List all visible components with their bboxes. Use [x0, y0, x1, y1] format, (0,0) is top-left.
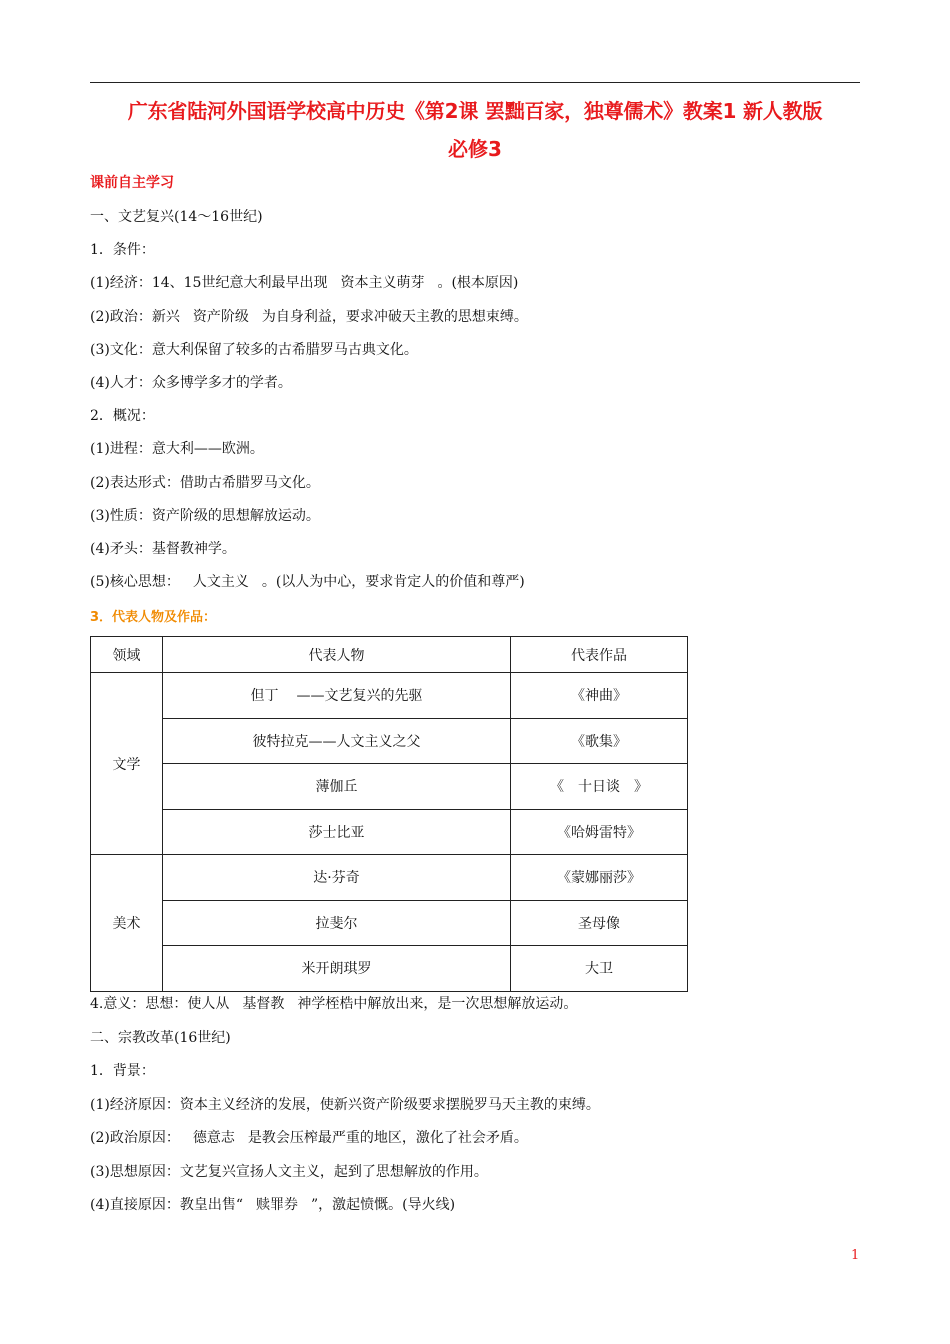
table-row — [91, 764, 688, 810]
text-line — [90, 1195, 455, 1215]
table-person-cell — [163, 718, 511, 764]
table-work-cell: 大卫 — [511, 946, 688, 992]
person-text: 薄伽丘 — [315, 779, 358, 796]
table-row — [91, 809, 688, 855]
text-line — [90, 439, 264, 459]
person-text: 米开朗琪罗 — [301, 961, 372, 978]
line-text-continued: 。(以人为中心，要求肯定人的价值和尊严) — [261, 574, 525, 591]
header-field: 领域 — [91, 637, 163, 673]
header-rule — [90, 82, 860, 83]
line-text: (3)性质：资产阶级的思想解放运动。 — [90, 507, 320, 524]
person-text: 拉斐尔 — [315, 915, 358, 932]
table-row — [91, 718, 688, 764]
works-table — [90, 636, 688, 992]
text-line — [90, 240, 155, 260]
line-text: (3)文化：意大利保留了较多的古希腊罗马古典文化。 — [90, 341, 418, 358]
table-person-cell — [163, 673, 511, 719]
line-text: (3)思想原因：文艺复兴宣扬人文主义，起到了思想解放的作用。 — [90, 1163, 488, 1180]
table-work-cell: 《蒙娜丽莎》 — [511, 855, 688, 901]
text-line — [90, 340, 418, 360]
text-line — [90, 307, 528, 327]
fill-blank-answer: 但丁 — [250, 688, 279, 705]
table-person-cell — [163, 946, 511, 992]
fill-blank-answer: 赎罪券 — [256, 1197, 298, 1213]
table-person-cell — [163, 764, 511, 810]
line-text: 1．背景： — [90, 1063, 155, 1079]
fill-blank-answer: 资本主义萌芽 — [340, 275, 425, 292]
title-line-2: 必修3 — [448, 137, 502, 161]
line-text: (1)经济：14、15世纪意大利最早出现 — [90, 275, 328, 292]
line-text-continued: 是教会压榨最严重的地区，激化了社会矛盾。 — [247, 1130, 528, 1146]
table-work-cell: 《哈姆雷特》 — [511, 809, 688, 855]
text-line — [90, 273, 518, 293]
table-work-cell: 《歌集》 — [511, 718, 688, 764]
table-row — [91, 946, 688, 992]
text-line — [90, 1128, 528, 1148]
line-text: (1)进程：意大利——欧洲。 — [90, 441, 264, 458]
line-text: 一、文艺复兴(14～16世纪) — [90, 209, 263, 225]
table-row — [91, 855, 688, 901]
line-text: (4)直接原因：教皇出售“ — [90, 1197, 243, 1213]
title-line-1: 广东省陆河外国语学校高中历史《第2课 罢黜百家，独尊儒术》教案1 新人教版 — [127, 99, 823, 123]
text-line — [90, 572, 525, 592]
fill-blank-answer: 人文主义 — [192, 574, 249, 591]
text-line — [90, 506, 320, 526]
table-person-cell — [163, 809, 511, 855]
table-work-cell: 《神曲》 — [511, 673, 688, 719]
line-text: (4)人才：众多博学多才的学者。 — [90, 375, 292, 391]
page-number: 1 — [851, 1248, 860, 1263]
table-work-cell: 《 十日谈 》 — [511, 764, 688, 810]
line-text: (4)矛头：基督教神学。 — [90, 541, 236, 557]
line-text: (1)经济原因：资本主义经济的发展，使新兴资产阶级要求摆脱罗马天主教的束缚。 — [90, 1096, 600, 1113]
header-person: 代表人物 — [163, 637, 511, 673]
line-text-continued: 神学桎梏中解放出来，是一次思想解放运动。 — [297, 996, 578, 1012]
text-line — [90, 473, 320, 493]
person-text: 达·芬奇 — [313, 870, 360, 887]
text-line — [90, 1095, 600, 1115]
line-text-continued: 。(根本原因) — [437, 275, 519, 292]
text-line — [90, 1061, 155, 1081]
line-text: (5)核心思想： — [90, 574, 180, 591]
text-line — [90, 1028, 231, 1048]
table-person-cell — [163, 855, 511, 901]
person-text: 莎士比亚 — [308, 824, 365, 841]
document-title — [90, 92, 860, 168]
table-body — [91, 673, 688, 992]
line-text: 4.意义：思想：使人从 — [90, 996, 230, 1012]
table-header-row — [91, 637, 688, 673]
fill-blank-answer: 资产阶级 — [192, 308, 249, 325]
text-line — [90, 1162, 488, 1182]
line-text: 二、宗教改革(16世纪) — [90, 1029, 231, 1046]
line-text: (2)政治原因： — [90, 1130, 180, 1146]
table-person-cell — [163, 900, 511, 946]
section-label: 课前自主学习 — [90, 175, 174, 191]
fill-blank-answer: 德意志 — [192, 1130, 235, 1146]
person-text: ——文艺复兴的先驱 — [296, 688, 423, 705]
table-row — [91, 900, 688, 946]
line-text: 2．概况： — [90, 408, 155, 425]
table-category-cell: 文学 — [91, 673, 163, 855]
line-text-continued: 为自身利益，要求冲破天主教的思想束缚。 — [261, 308, 528, 325]
table-row — [91, 673, 688, 719]
line-text-continued: ”，激起愤慨。(导火线) — [311, 1197, 456, 1213]
line-text: (2)政治：新兴 — [90, 308, 180, 325]
table-work-cell: 圣母像 — [511, 900, 688, 946]
table-category-cell: 美术 — [91, 855, 163, 992]
text-line — [90, 994, 577, 1014]
table-label: 3．代表人物及作品： — [90, 610, 217, 625]
text-line — [90, 539, 236, 559]
fill-blank-answer: 基督教 — [242, 996, 285, 1012]
header-work: 代表作品 — [511, 637, 688, 673]
line-text: (2)表达形式：借助古希腊罗马文化。 — [90, 474, 320, 491]
text-line — [90, 207, 263, 227]
person-text: 彼特拉克——人文主义之父 — [252, 733, 421, 750]
text-line — [90, 373, 292, 393]
line-text: 1．条件： — [90, 242, 155, 259]
text-line — [90, 406, 155, 426]
